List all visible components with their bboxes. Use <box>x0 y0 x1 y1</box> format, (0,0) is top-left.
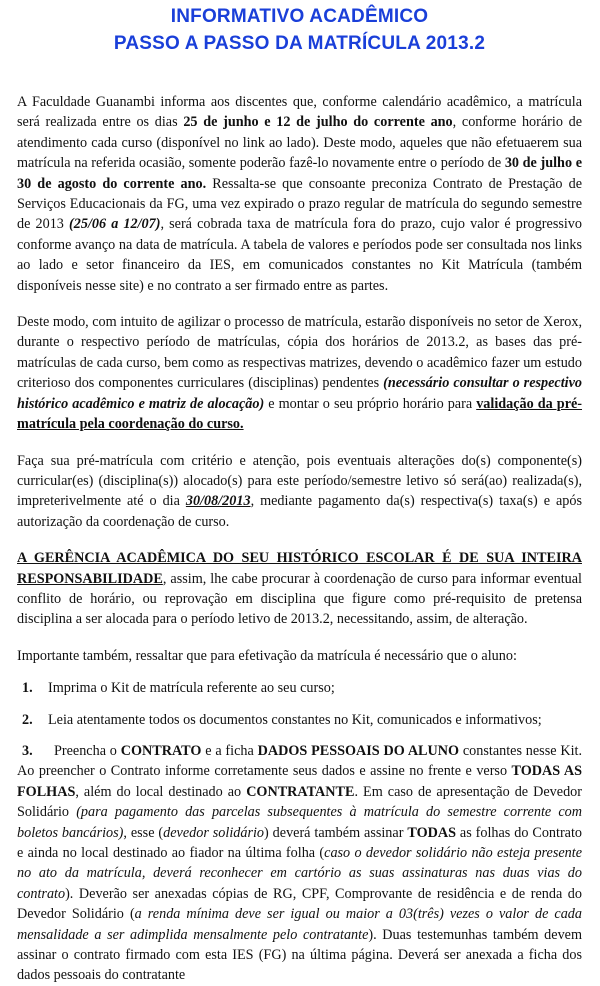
all-label: TODAS <box>407 824 456 841</box>
paragraph-requirements-intro: Importante também, ressaltar que para efetivação da matrícula é necessário que o aluno: <box>17 647 517 664</box>
paragraph-enrollment-dates <box>17 92 582 296</box>
text-span: e a ficha <box>201 742 258 759</box>
paragraph-responsibility <box>17 548 582 630</box>
text-span: , assim, lhe cabe procurar à coordenação de curso para informar eventual conflito de horário, ou reprovação em disciplina que figure como pré-requisito de pretensa disciplina a ser alocada para o período letivo de 2013.2, necessitando, assim, de alteração. <box>17 570 582 628</box>
text-span: Faça sua pré-matrícula com critério e atenção, pois eventuais alterações do(s) componente(s) curricular(es) (disciplina(s)) alocado(s) para este período/semestre letivo só será(ao) realizada(s), impreterivelmente até o dia <box>17 452 582 510</box>
enrollment-period: 25 de junho e 12 de julho do corrente ano <box>183 114 453 131</box>
regular-period-dates: (25/06 a 12/07) <box>69 216 161 233</box>
paragraph-alterations <box>17 451 582 533</box>
text-span: e montar o seu próprio horário para <box>264 395 477 412</box>
italic-note: (para pagamento das parcelas subsequentes à matrícula do semestre corrente com boletos bancários) <box>17 804 582 841</box>
text-span: ) deverá também assinar <box>264 824 408 841</box>
text-span: as folhas do Contrato e ainda no local destinado ao fiador na última folha ( <box>17 824 583 861</box>
validation-note: validação da pré-matrícula pela coordenação do curso. <box>17 395 583 433</box>
contract-label: CONTRATO <box>120 742 202 759</box>
list-item <box>17 710 582 730</box>
document-subtitle: PASSO A PASSO DA MATRÍCULA 2013.2 <box>113 33 486 54</box>
text-span: Ressalta-se que consoante preconiza Contrato de Prestação de Serviços Educacionais da FG, uma vez expirado o prazo regular de matrícula do segundo semestre de 2013 <box>17 175 583 233</box>
list-item-number: 2. <box>22 711 33 728</box>
text-span: , além do local destinado ao <box>75 783 247 800</box>
list-item-text: Leia atentamente todos os documentos constantes no Kit, comunicados e informativos; <box>48 711 542 728</box>
text-span: Deste modo, com intuito de agilizar o processo de matrícula, estarão disponíveis no setor de Xerox, durante o respectivo período de matrículas, cópia dos horários de 2013.2, as bases das pré-matrículas de cada curso, bem como as respectivas matrizes, devendo o acadêmico fazer um estudo criterioso dos componentes curriculares (disciplinas) pendentes <box>17 314 582 392</box>
list-item-number: 1. <box>22 680 33 697</box>
contractor-label: CONTRATANTE <box>246 783 355 800</box>
italic-note: caso o devedor solidário não esteja presente no ato da matrícula, deverá reconhecer em cartório as suas assinaturas nas duas vias do contrato <box>17 845 583 902</box>
text-span: , será cobrada taxa de matrícula fora do prazo, cujo valor é progressivo conforme avanço na data de matrícula. A tabela de valores e períodos pode ser consultada nos links ao lado e setor financeiro da IES, em comunicados constantes no Kit Matrícula (também disponíveis nesse site) e no contrato a ser firmado entre as partes. <box>17 216 582 294</box>
text-span: Preencha o <box>54 742 121 759</box>
all-pages-label: TODAS AS FOLHAS <box>17 763 582 800</box>
text-span: A Faculdade Guanambi informa aos discentes que, conforme calendário acadêmico, a matrícula será realizada entre os dias <box>17 94 582 131</box>
personal-data-label: DADOS PESSOAIS DO ALUNO <box>257 742 460 759</box>
list-item <box>17 678 582 698</box>
text-span: , mediante pagamento da(s) respectiva(s) taxa(s) e após autorização da coordenação de curso. <box>17 493 583 530</box>
list-item <box>17 741 582 986</box>
text-span: constantes nesse Kit. Ao preencher o Contrato informe corretamente seus dados e assine no frente e verso <box>17 742 583 780</box>
responsibility-heading: A GERÊNCIA ACADÊMICA DO SEU HISTÓRICO ESCOLAR É DE SUA INTEIRA RESPONSABILIDADE <box>17 550 582 587</box>
text-span: ). Deverão ser anexadas cópias de RG, CPF, Comprovante de residência e de renda do Devedor Solidário ( <box>17 885 582 923</box>
text-span: ). Duas testemunhas também devem assinar o contrato firmado com esta IES (FG) na última página. Deverá ser anexada a ficha dos dados pessoais do contratante <box>17 926 582 984</box>
paragraph-pre-enrollment <box>17 312 582 434</box>
deadline-date: 30/08/2013 <box>185 493 251 510</box>
italic-note: devedor solidário <box>163 824 265 841</box>
list-item-text: Imprima o Kit de matrícula referente ao seu curso; <box>48 680 335 697</box>
late-enrollment-period: 30 de julho e 30 de agosto do corrente ano. <box>17 155 582 192</box>
document-title: INFORMATIVO ACADÊMICO <box>170 6 429 27</box>
list-item-number: 3. <box>22 742 33 759</box>
text-span: . Em caso de apresentação de Devedor Solidário <box>17 783 582 821</box>
consult-history-note: (necessário consultar o respectivo histórico acadêmico e matriz de alocação) <box>17 375 582 412</box>
text-span: , conforme horário de atendimento cada curso (disponível no link ao lado). Deste modo, aqueles que não efetuaerem sua matrícula na referida ocasião, somente poderão fazê-lo novamente entre o período de <box>17 114 583 172</box>
text-span: , esse ( <box>123 824 164 841</box>
italic-note: a renda mínima deve ser igual ou maior a 03(três) vezes o valor de cada mensalidade a ser adimplida mensalmente pelo contratante <box>17 906 582 943</box>
